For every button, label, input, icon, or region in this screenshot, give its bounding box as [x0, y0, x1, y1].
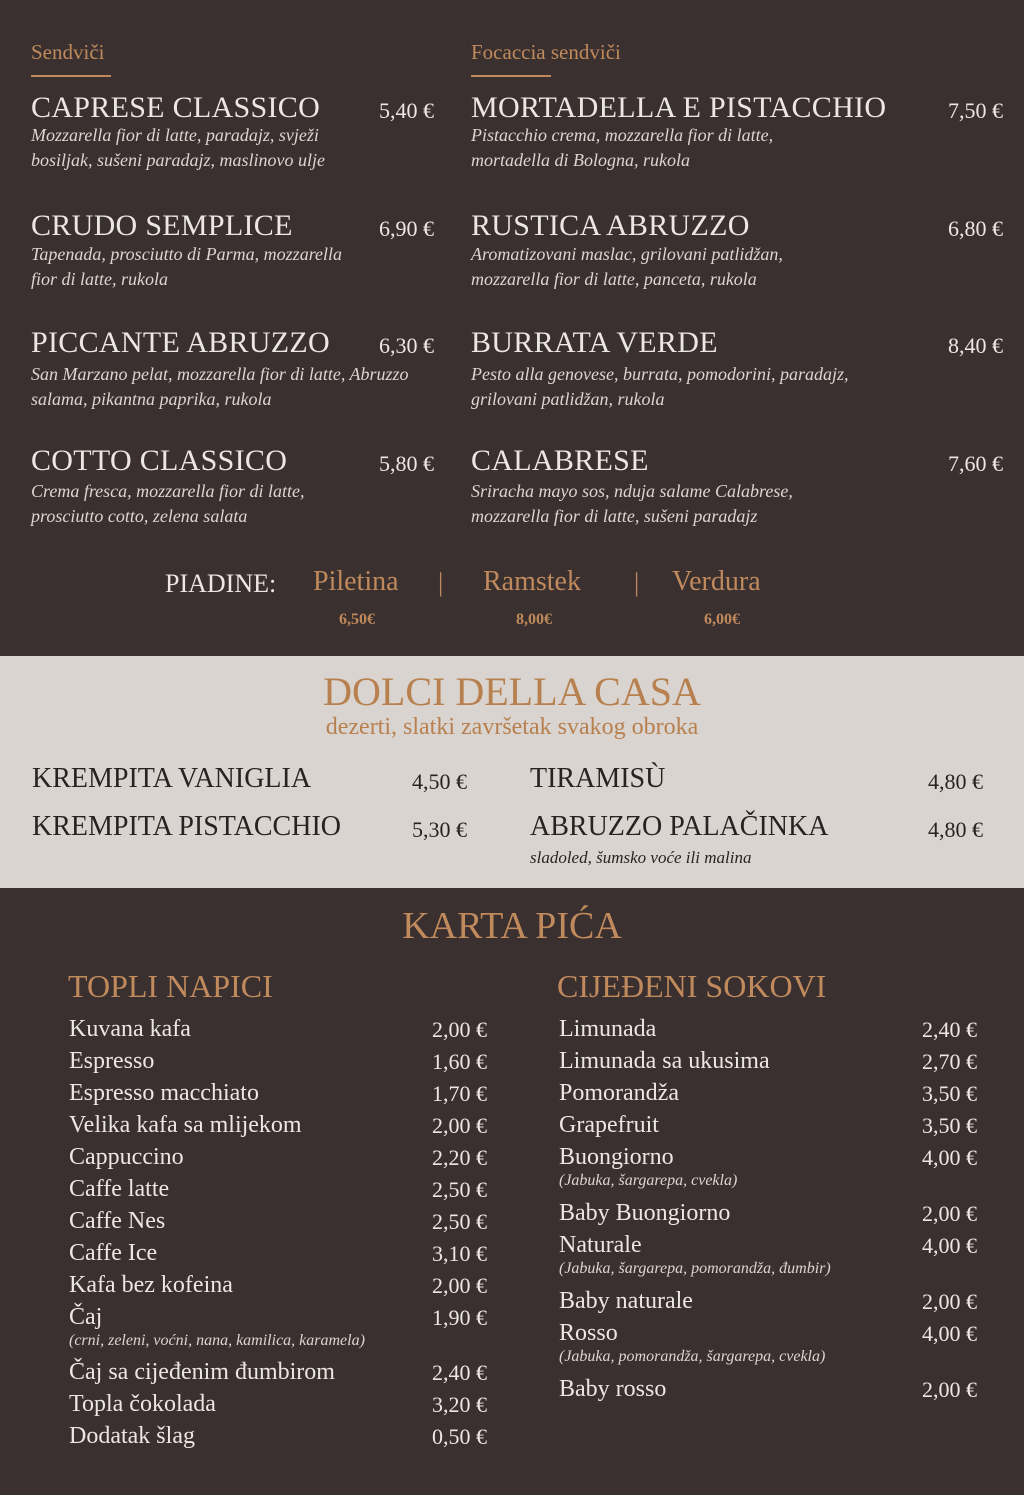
drink-name: Baby naturale — [559, 1288, 693, 1314]
drink-name: Čaj sa cijeđenim đumbirom — [69, 1359, 335, 1385]
focaccia-title: Focaccia sendviči — [471, 40, 621, 64]
hot-drinks-title: TOPLI NAPICI — [68, 968, 273, 1004]
item-price: 6,80 € — [948, 216, 1003, 241]
drink-price: 3,20 € — [432, 1392, 487, 1417]
drink-price: 2,40 € — [922, 1017, 977, 1042]
piadine-item: Piletina — [313, 566, 399, 597]
drink-name: Caffe Nes — [69, 1208, 166, 1234]
drink-name: Čaj — [69, 1304, 103, 1330]
item-name: CAPRESE CLASSICO — [31, 91, 321, 124]
drink-name: Cappuccino — [69, 1144, 184, 1170]
drink-name: Limunada — [559, 1016, 657, 1042]
piadine-separator: | — [634, 568, 640, 597]
drink-name: Baby rosso — [559, 1376, 667, 1402]
item-desc: San Marzano pelat, mozzarella fior di latte, Abruzzo salama, pikantna paprika, rukola — [31, 364, 409, 409]
piadine-label: PIADINE: — [165, 569, 277, 598]
focaccia-title-underline — [471, 75, 551, 77]
drink-note: (Jabuka, šargarepa, cvekla) — [559, 1172, 738, 1189]
item-desc: Sriracha mayo sos, nduja salame Calabrese, mozzarella fior di latte, sušeni paradajz — [471, 481, 793, 526]
drink-name: Naturale — [559, 1232, 642, 1258]
item-price: 7,50 € — [948, 98, 1003, 123]
item-price: 8,40 € — [948, 333, 1003, 358]
drink-price: 2,00 € — [432, 1017, 487, 1042]
drink-price: 2,00 € — [922, 1201, 977, 1226]
drink-name: Topla čokolada — [69, 1391, 216, 1417]
dessert-name: ABRUZZO PALAČINKA — [530, 811, 829, 842]
drink-price: 2,70 € — [922, 1049, 977, 1074]
item-name: MORTADELLA E PISTACCHIO — [471, 91, 887, 124]
piadine-price: 8,00€ — [516, 611, 552, 628]
drink-price: 2,50 € — [432, 1209, 487, 1234]
item-price: 6,30 € — [379, 333, 434, 358]
item-price: 5,80 € — [379, 451, 434, 476]
drinks-title: KARTA PIĆA — [402, 905, 622, 947]
drink-name: Velika kafa sa mlijekom — [69, 1112, 302, 1138]
drink-price: 2,00 € — [922, 1377, 977, 1402]
drink-price: 2,20 € — [432, 1145, 487, 1170]
dessert-desc: sladoled, šumsko voće ili malina — [530, 848, 752, 867]
drink-name: Kuvana kafa — [69, 1016, 191, 1042]
drink-price: 3,50 € — [922, 1113, 977, 1138]
drink-note: (Jabuka, pomorandža, šargarepa, cvekla) — [559, 1348, 826, 1365]
drink-name: Buongiorno — [559, 1144, 674, 1170]
item-name: CRUDO SEMPLICE — [31, 209, 293, 242]
drinks-section — [0, 888, 1024, 1495]
drink-price: 3,10 € — [432, 1241, 487, 1266]
item-name: RUSTICA ABRUZZO — [471, 209, 750, 242]
dolci-section — [0, 656, 1024, 888]
dessert-price: 4,80 € — [928, 769, 983, 794]
drink-price: 3,50 € — [922, 1081, 977, 1106]
piadine-price: 6,50€ — [339, 611, 375, 628]
dessert-name: TIRAMISÙ — [530, 763, 666, 794]
dessert-name: KREMPITA PISTACCHIO — [32, 811, 341, 842]
item-name: CALABRESE — [471, 444, 649, 477]
item-name: COTTO CLASSICO — [31, 444, 288, 477]
drink-name: Caffe latte — [69, 1176, 170, 1202]
item-price: 6,90 € — [379, 216, 434, 241]
drink-price: 2,00 € — [432, 1273, 487, 1298]
juices-title: CIJEĐENI SOKOVI — [557, 968, 827, 1004]
item-name: PICCANTE ABRUZZO — [31, 326, 330, 359]
item-desc: Pesto alla genovese, burrata, pomodorini, paradajz, grilovani patlidžan, rukola — [471, 364, 849, 409]
drink-price: 1,60 € — [432, 1049, 487, 1074]
item-desc: Crema fresca, mozzarella fior di latte, prosciutto cotto, zelena salata — [31, 481, 305, 526]
drink-price: 2,00 € — [922, 1289, 977, 1314]
item-name: BURRATA VERDE — [471, 326, 718, 359]
item-price: 5,40 € — [379, 98, 434, 123]
drink-price: 0,50 € — [432, 1424, 487, 1449]
dessert-price: 5,30 € — [412, 817, 467, 842]
drink-note: (crni, zeleni, voćni, nana, kamilica, karamela) — [69, 1332, 365, 1349]
drink-price: 4,00 € — [922, 1233, 977, 1258]
drink-price: 2,00 € — [432, 1113, 487, 1138]
dessert-name: KREMPITA VANIGLIA — [32, 763, 312, 794]
piadine-item: Verdura — [672, 566, 761, 597]
drink-name: Rosso — [559, 1320, 618, 1346]
drink-price: 1,70 € — [432, 1081, 487, 1106]
item-desc: Tapenada, prosciutto di Parma, mozzarella fior di latte, rukola — [31, 244, 343, 289]
sandwiches-title-underline — [31, 75, 111, 77]
drink-price: 2,40 € — [432, 1360, 487, 1385]
drink-name: Kafa bez kofeina — [69, 1272, 233, 1298]
drink-name: Limunada sa ukusima — [559, 1048, 770, 1074]
piadine-item: Ramstek — [483, 566, 581, 597]
dessert-price: 4,80 € — [928, 817, 983, 842]
drink-note: (Jabuka, šargarepa, pomorandža, đumbir) — [559, 1260, 831, 1277]
drink-name: Dodatak šlag — [69, 1423, 195, 1449]
dessert-price: 4,50 € — [412, 769, 467, 794]
drink-name: Espresso macchiato — [69, 1080, 259, 1106]
drink-price: 2,50 € — [432, 1177, 487, 1202]
drink-name: Pomorandža — [559, 1080, 679, 1106]
dolci-title: DOLCI DELLA CASA — [323, 669, 701, 714]
piadine-separator: | — [438, 568, 444, 597]
item-price: 7,60 € — [948, 451, 1003, 476]
drink-name: Baby Buongiorno — [559, 1200, 731, 1226]
drink-name: Espresso — [69, 1048, 155, 1074]
piadine-price: 6,00€ — [704, 611, 740, 628]
item-desc: Mozzarella fior di latte, paradajz, svježi bosiljak, sušeni paradajz, maslinovo ulje — [31, 125, 325, 170]
drink-name: Grapefruit — [559, 1112, 659, 1138]
drink-price: 1,90 € — [432, 1305, 487, 1330]
sandwiches-section — [0, 0, 1024, 656]
dolci-subtitle: dezerti, slatki završetak svakog obroka — [325, 714, 699, 740]
drink-price: 4,00 € — [922, 1145, 977, 1170]
item-desc: Pistacchio crema, mozzarella fior di latte, mortadella di Bologna, rukola — [471, 125, 774, 170]
sandwiches-title: Sendviči — [31, 40, 105, 64]
drink-name: Caffe Ice — [69, 1240, 158, 1266]
drink-price: 4,00 € — [922, 1321, 977, 1346]
item-desc: Aromatizovani maslac, grilovani patlidžan, mozzarella fior di latte, panceta, rukola — [471, 244, 783, 289]
